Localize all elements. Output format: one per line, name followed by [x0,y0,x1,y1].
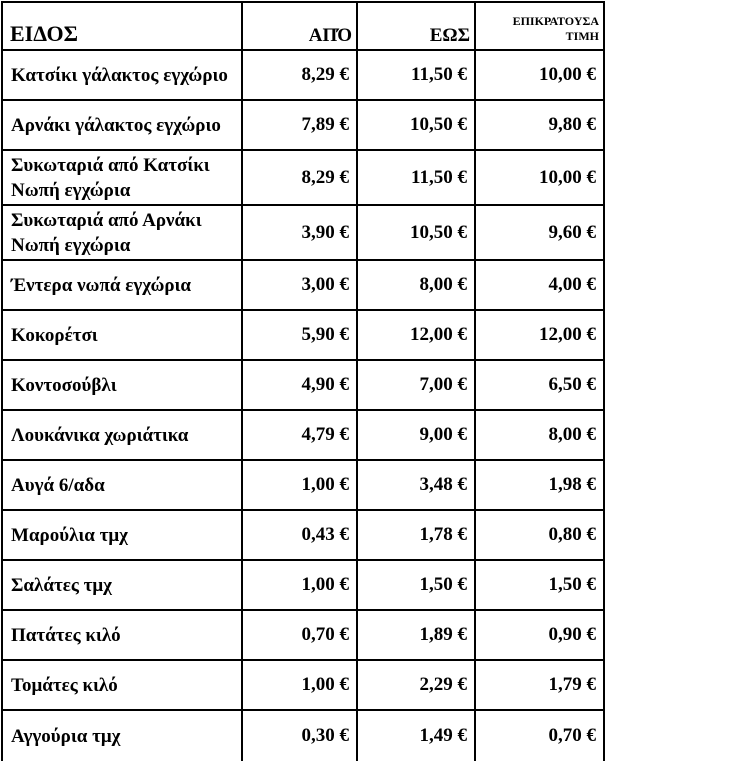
price-to: 1,89 € [357,610,475,660]
price-from: 7,89 € [242,100,357,150]
table-row [2,100,604,150]
price-prevailing: 10,00 € [475,50,604,100]
item-name [2,150,242,205]
price-from: 5,90 € [242,310,357,360]
price-prevailing: 12,00 € [475,310,604,360]
item-name [2,610,242,660]
table-row [2,410,604,460]
item-name-line2: Νωπή εγχώρια [11,180,131,201]
price-prevailing: 0,90 € [475,610,604,660]
item-name-line1: Τομάτες κιλό [11,674,118,696]
table-row [2,460,604,510]
price-from: 8,29 € [242,150,357,205]
price-prevailing: 1,79 € [475,660,604,710]
item-name [2,710,242,761]
item-name-line1: Αγγούρια τμχ [11,725,121,747]
price-from: 4,79 € [242,410,357,460]
price-to: 10,50 € [357,100,475,150]
item-name [2,260,242,310]
price-from: 1,00 € [242,460,357,510]
item-name-line1: Αρνάκι γάλακτος εγχώριο [11,114,221,136]
price-to: 11,50 € [357,150,475,205]
item-name [2,310,242,360]
item-name [2,360,242,410]
price-to: 1,50 € [357,560,475,610]
price-from: 0,43 € [242,510,357,560]
item-name-line1: Έντερα νωπά εγχώρια [11,274,191,296]
table-row [2,360,604,410]
price-table [1,1,605,761]
item-name [2,560,242,610]
item-name-line1: Συκωταριά από Κατσίκι [11,155,210,176]
header-prevailing-line2: ΤΙΜΗ [565,29,599,43]
table-row [2,510,604,560]
header-prevailing-line1: ΕΠΙΚΡΑΤΟΥΣΑ [512,14,599,28]
price-from: 0,30 € [242,710,357,761]
item-name [2,510,242,560]
table-row [2,610,604,660]
price-to: 12,00 € [357,310,475,360]
price-to: 11,50 € [357,50,475,100]
header-from: ΑΠΌ [242,2,357,50]
item-name-line1: Κοντοσούβλι [11,374,117,396]
price-prevailing: 9,80 € [475,100,604,150]
price-to: 1,78 € [357,510,475,560]
table-row [2,205,604,260]
item-name [2,50,242,100]
price-prevailing: 0,70 € [475,710,604,761]
table-row [2,150,604,205]
item-name [2,205,242,260]
header-row [2,2,604,50]
price-from: 3,00 € [242,260,357,310]
header-item: ΕΙΔΟΣ [2,2,242,50]
item-name-line1: Σαλάτες τμχ [11,574,112,596]
price-prevailing: 6,50 € [475,360,604,410]
item-name [2,100,242,150]
item-name-line2: Νωπή εγχώρια [11,235,131,256]
item-name [2,460,242,510]
table-row [2,560,604,610]
price-prevailing: 1,50 € [475,560,604,610]
table-row [2,310,604,360]
price-prevailing: 0,80 € [475,510,604,560]
price-to: 10,50 € [357,205,475,260]
price-to: 7,00 € [357,360,475,410]
item-name [2,660,242,710]
price-from: 4,90 € [242,360,357,410]
table-row [2,710,604,761]
table-row [2,50,604,100]
price-to: 1,49 € [357,710,475,761]
price-prevailing: 4,00 € [475,260,604,310]
item-name-line1: Αυγά 6/αδα [11,474,105,496]
item-name-line1: Λουκάνικα χωριάτικα [11,424,189,446]
price-prevailing: 1,98 € [475,460,604,510]
price-prevailing: 10,00 € [475,150,604,205]
price-from: 1,00 € [242,560,357,610]
item-name-line1: Κατσίκι γάλακτος εγχώριο [11,64,228,86]
table-row [2,660,604,710]
price-from: 0,70 € [242,610,357,660]
item-name [2,410,242,460]
item-name-line1: Πατάτες κιλό [11,624,121,646]
price-to: 8,00 € [357,260,475,310]
header-prevailing [475,2,604,50]
price-from: 3,90 € [242,205,357,260]
item-name-line1: Κοκορέτσι [11,324,98,346]
price-from: 8,29 € [242,50,357,100]
table-row [2,260,604,310]
item-name-line1: Μαρούλια τμχ [11,524,128,546]
price-from: 1,00 € [242,660,357,710]
item-name-line1: Συκωταριά από Αρνάκι [11,210,202,231]
header-to: ΕΩΣ [357,2,475,50]
price-to: 2,29 € [357,660,475,710]
price-prevailing: 9,60 € [475,205,604,260]
price-prevailing: 8,00 € [475,410,604,460]
price-to: 3,48 € [357,460,475,510]
price-to: 9,00 € [357,410,475,460]
